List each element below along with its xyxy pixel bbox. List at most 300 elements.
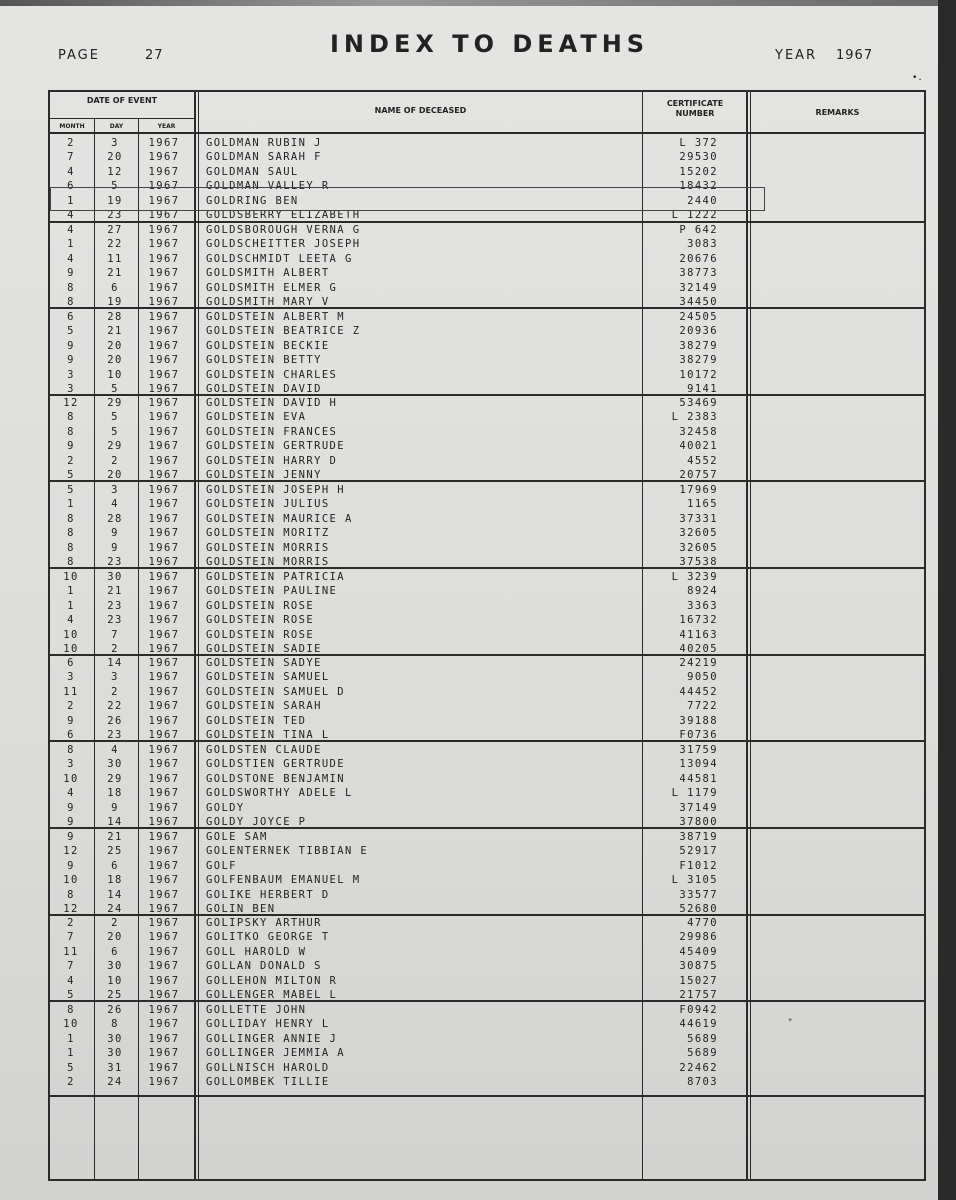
year-cell: 1967 bbox=[148, 1076, 180, 1088]
certificate-cell: 24219 bbox=[679, 657, 718, 669]
table-row bbox=[50, 165, 750, 179]
table-row bbox=[50, 830, 750, 844]
table-row bbox=[50, 425, 750, 439]
year-cell: 1967 bbox=[148, 194, 180, 207]
day-cell: 18 bbox=[107, 874, 123, 887]
month-cell: 3 bbox=[67, 383, 75, 395]
month-cell: 10 bbox=[63, 643, 79, 655]
year-cell: 1967 bbox=[148, 714, 180, 727]
year-cell: 1967 bbox=[148, 989, 180, 1001]
month-cell: 8 bbox=[67, 281, 75, 294]
month-cell: 12 bbox=[63, 845, 79, 858]
year-cell: 1967 bbox=[148, 541, 180, 554]
table-row bbox=[50, 136, 750, 150]
table-row bbox=[50, 368, 750, 382]
day-cell: 23 bbox=[107, 556, 123, 568]
certificate-cell: 53469 bbox=[679, 397, 718, 409]
certificate-cell: 5689 bbox=[687, 1047, 718, 1060]
name-cell: GOLIN BEN bbox=[206, 903, 276, 915]
month-cell: 8 bbox=[67, 541, 75, 554]
year-cell: 1967 bbox=[148, 614, 180, 627]
certificate-cell: F1012 bbox=[679, 859, 718, 872]
table-row bbox=[50, 844, 750, 858]
table-row bbox=[50, 1061, 750, 1075]
month-cell: 10 bbox=[63, 628, 79, 641]
month-cell: 6 bbox=[67, 657, 75, 669]
month-cell: 9 bbox=[67, 440, 75, 453]
table-row bbox=[50, 396, 750, 410]
col-line-certificate-double bbox=[750, 90, 751, 1181]
certificate-cell: 52917 bbox=[679, 845, 718, 858]
month-cell: 4 bbox=[67, 614, 75, 627]
table-row bbox=[50, 339, 750, 353]
name-cell: GOLITKO GEORGE T bbox=[206, 931, 330, 944]
day-cell: 6 bbox=[111, 945, 119, 958]
header-divider bbox=[48, 132, 926, 134]
certificate-cell: L 3239 bbox=[671, 571, 718, 583]
year-cell: 1967 bbox=[148, 411, 180, 424]
table-row bbox=[50, 642, 750, 656]
month-cell: 1 bbox=[67, 194, 75, 207]
table-row bbox=[50, 324, 750, 338]
month-cell: 2 bbox=[67, 454, 75, 467]
year-cell: 1967 bbox=[148, 571, 180, 583]
table-row bbox=[50, 454, 750, 468]
certificate-cell: L 2383 bbox=[671, 411, 718, 424]
certificate-cell: 4552 bbox=[687, 454, 718, 467]
day-cell: 14 bbox=[107, 657, 123, 669]
year-cell: 1967 bbox=[148, 758, 180, 771]
day-cell: 4 bbox=[111, 744, 119, 756]
month-cell: 4 bbox=[67, 787, 75, 800]
certificate-header: CERTIFICATE NUMBER bbox=[666, 99, 724, 118]
table-row bbox=[50, 281, 750, 295]
day-cell: 29 bbox=[107, 440, 123, 453]
name-cell: GOLDSMITH MARY V bbox=[206, 296, 330, 308]
certificate-cell: 45409 bbox=[679, 945, 718, 958]
name-cell: GOLDSTONE BENJAMIN bbox=[206, 772, 345, 785]
certificate-cell: 38279 bbox=[679, 339, 718, 352]
table-row bbox=[50, 613, 750, 627]
name-cell: GOLDSTEIN PATRICIA bbox=[206, 571, 345, 583]
year-cell: 1967 bbox=[148, 787, 180, 800]
name-cell: GOLLEHON MILTON R bbox=[206, 974, 338, 987]
table-row bbox=[50, 150, 750, 164]
name-cell: GOLLAN DONALD S bbox=[206, 960, 322, 973]
year-cell: 1967 bbox=[148, 527, 180, 540]
name-cell: GOLDSBOROUGH VERNA G bbox=[206, 224, 361, 236]
certificate-cell: 5689 bbox=[687, 1032, 718, 1045]
day-cell: 23 bbox=[107, 209, 123, 221]
day-cell: 30 bbox=[107, 758, 123, 771]
day-cell: 11 bbox=[107, 252, 123, 265]
month-cell: 3 bbox=[67, 671, 75, 684]
name-cell: GOLDSTEIN BETTY bbox=[206, 354, 322, 367]
day-cell: 23 bbox=[107, 729, 123, 741]
name-cell: GOLDSTEIN JOSEPH H bbox=[206, 484, 345, 496]
month-cell: 8 bbox=[67, 1004, 75, 1016]
day-cell: 9 bbox=[111, 527, 119, 540]
name-cell: GOLDSTEIN HARRY D bbox=[206, 454, 338, 467]
name-cell: GOLDSTEIN FRANCES bbox=[206, 425, 338, 438]
name-cell: GOLDSTEIN ALBERT M bbox=[206, 311, 345, 323]
name-cell: GOLF bbox=[206, 859, 237, 872]
month-cell: 7 bbox=[67, 931, 75, 944]
year-cell: 1967 bbox=[148, 974, 180, 987]
name-cell: GOLDSTEN CLAUDE bbox=[206, 744, 322, 756]
certificate-cell: 20757 bbox=[679, 469, 718, 481]
day-cell: 20 bbox=[107, 339, 123, 352]
year-cell: 1967 bbox=[148, 1004, 180, 1016]
name-cell: GOLDMAN VALLEY R bbox=[206, 180, 330, 193]
month-cell: 8 bbox=[67, 425, 75, 438]
table-row bbox=[50, 959, 750, 973]
day-cell: 23 bbox=[107, 614, 123, 627]
year-cell: 1967 bbox=[148, 671, 180, 684]
year-cell: 1967 bbox=[148, 383, 180, 395]
month-cell: 8 bbox=[67, 744, 75, 756]
year-cell: 1967 bbox=[148, 512, 180, 525]
certificate-cell: 44619 bbox=[679, 1018, 718, 1031]
table-row bbox=[50, 656, 750, 670]
group-divider bbox=[48, 1095, 926, 1097]
certificate-cell: 37538 bbox=[679, 556, 718, 568]
table-row bbox=[50, 670, 750, 684]
table-row bbox=[50, 382, 750, 396]
year-cell: 1967 bbox=[148, 1061, 180, 1074]
year-cell: 1967 bbox=[148, 1047, 180, 1060]
day-cell: 30 bbox=[107, 1047, 123, 1060]
day-cell: 5 bbox=[111, 383, 119, 395]
day-cell: 10 bbox=[107, 368, 123, 381]
table-row bbox=[50, 570, 750, 584]
border-bottom bbox=[48, 1179, 926, 1181]
name-cell: GOLDSTEIN SARAH bbox=[206, 700, 322, 713]
name-cell: GOLDY bbox=[206, 801, 245, 814]
name-cell: GOLDMAN SAUL bbox=[206, 165, 299, 178]
day-cell: 2 bbox=[111, 685, 119, 698]
month-cell: 4 bbox=[67, 252, 75, 265]
name-cell: GOLDSTEIN BEATRICE Z bbox=[206, 325, 361, 338]
table-row bbox=[50, 237, 750, 251]
date-of-event-header: DATE OF EVENT bbox=[86, 96, 158, 105]
month-cell: 8 bbox=[67, 888, 75, 901]
table-row bbox=[50, 757, 750, 771]
day-cell: 9 bbox=[111, 541, 119, 554]
year-header: YEAR bbox=[157, 123, 176, 130]
month-cell: 7 bbox=[67, 151, 75, 164]
name-cell: GOLDSTEIN SAMUEL bbox=[206, 671, 330, 684]
name-cell: GOLDSTEIN TED bbox=[206, 714, 307, 727]
year-cell: 1967 bbox=[148, 700, 180, 713]
year-cell: 1967 bbox=[148, 744, 180, 756]
name-cell: GOLDSTEIN SAMUEL D bbox=[206, 685, 345, 698]
day-cell: 26 bbox=[107, 1004, 123, 1016]
table-row bbox=[50, 859, 750, 873]
month-cell: 12 bbox=[63, 903, 79, 915]
month-cell: 9 bbox=[67, 859, 75, 872]
month-cell: 10 bbox=[63, 874, 79, 887]
table-row bbox=[50, 743, 750, 757]
table-row bbox=[50, 1046, 750, 1060]
certificate-cell: L 372 bbox=[679, 137, 718, 149]
day-cell: 25 bbox=[107, 845, 123, 858]
table-row bbox=[50, 988, 750, 1002]
day-cell: 25 bbox=[107, 989, 123, 1001]
table-row bbox=[50, 526, 750, 540]
table-row bbox=[50, 468, 750, 482]
table-row bbox=[50, 555, 750, 569]
day-cell: 5 bbox=[111, 411, 119, 424]
month-cell: 3 bbox=[67, 368, 75, 381]
year-cell: 1967 bbox=[148, 903, 180, 915]
table-row bbox=[50, 252, 750, 266]
year-cell: 1967 bbox=[148, 643, 180, 655]
year-cell: 1967 bbox=[148, 209, 180, 221]
year-cell: 1967 bbox=[148, 425, 180, 438]
day-cell: 3 bbox=[111, 484, 119, 496]
month-cell: 6 bbox=[67, 729, 75, 741]
table-row bbox=[50, 599, 750, 613]
name-cell: GOLDSTEIN ROSE bbox=[206, 599, 315, 612]
day-cell: 3 bbox=[111, 137, 119, 149]
month-cell: 3 bbox=[67, 758, 75, 771]
month-cell: 4 bbox=[67, 974, 75, 987]
month-cell: 2 bbox=[67, 137, 75, 149]
month-cell: 2 bbox=[67, 1076, 75, 1088]
table-row bbox=[50, 930, 750, 944]
table-row bbox=[50, 916, 750, 930]
day-cell: 22 bbox=[107, 238, 123, 251]
year-cell: 1967 bbox=[148, 917, 180, 929]
day-cell: 21 bbox=[107, 267, 123, 280]
certificate-cell: 37800 bbox=[679, 816, 718, 828]
certificate-cell: 44452 bbox=[679, 685, 718, 698]
corner-mark: •. bbox=[912, 73, 923, 83]
month-cell: 8 bbox=[67, 411, 75, 424]
name-cell: GOLDSTEIN ROSE bbox=[206, 614, 315, 627]
certificate-cell: 29986 bbox=[679, 931, 718, 944]
certificate-cell: 10172 bbox=[679, 368, 718, 381]
table-row bbox=[50, 714, 750, 728]
month-cell: 5 bbox=[67, 1061, 75, 1074]
name-cell: GOLDSTEIN SADYE bbox=[206, 657, 322, 669]
year-cell: 1967 bbox=[148, 1018, 180, 1031]
name-cell: GOLDSTIEN GERTRUDE bbox=[206, 758, 345, 771]
year-cell: 1967 bbox=[148, 599, 180, 612]
certificate-cell: 21757 bbox=[679, 989, 718, 1001]
name-cell: GOLDMAN SARAH F bbox=[206, 151, 322, 164]
table-row bbox=[50, 295, 750, 309]
certificate-cell: 8703 bbox=[687, 1076, 718, 1088]
year-cell: 1967 bbox=[148, 1032, 180, 1045]
month-cell: 4 bbox=[67, 209, 75, 221]
month-cell: 8 bbox=[67, 296, 75, 308]
year-cell: 1967 bbox=[148, 354, 180, 367]
year-label: YEAR bbox=[775, 48, 818, 63]
certificate-cell: 32149 bbox=[679, 281, 718, 294]
name-cell: GOLFENBAUM EMANUEL M bbox=[206, 874, 361, 887]
name-cell: GOLDSTEIN MAURICE A bbox=[206, 512, 353, 525]
certificate-cell: 32605 bbox=[679, 541, 718, 554]
year-cell: 1967 bbox=[148, 556, 180, 568]
certificate-cell: 3083 bbox=[687, 238, 718, 251]
year-cell: 1967 bbox=[148, 137, 180, 149]
certificate-cell: L 1179 bbox=[671, 787, 718, 800]
table-row bbox=[50, 1032, 750, 1046]
year-cell: 1967 bbox=[148, 859, 180, 872]
table-row bbox=[50, 974, 750, 988]
month-cell: 12 bbox=[63, 397, 79, 409]
day-cell: 2 bbox=[111, 454, 119, 467]
day-cell: 9 bbox=[111, 801, 119, 814]
name-cell: GOLDRING BEN bbox=[206, 194, 299, 207]
certificate-cell: 29530 bbox=[679, 151, 718, 164]
month-cell: 9 bbox=[67, 339, 75, 352]
certificate-cell: 33577 bbox=[679, 888, 718, 901]
day-cell: 24 bbox=[107, 903, 123, 915]
day-cell: 20 bbox=[107, 469, 123, 481]
name-cell: GOLLIDAY HENRY L bbox=[206, 1018, 330, 1031]
year-cell: 1967 bbox=[148, 368, 180, 381]
name-cell: GOLDSBERRY ELIZABETH bbox=[206, 209, 361, 221]
table-row bbox=[50, 1003, 750, 1017]
day-cell: 18 bbox=[107, 787, 123, 800]
name-cell: GOLDSTEIN JENNY bbox=[206, 469, 322, 481]
name-cell: GOLDSMITH ALBERT bbox=[206, 267, 330, 280]
border-right bbox=[924, 90, 926, 1181]
name-cell: GOLDMAN RUBIN J bbox=[206, 137, 322, 149]
day-cell: 31 bbox=[107, 1061, 123, 1074]
year-cell: 1967 bbox=[148, 296, 180, 308]
table-row bbox=[50, 945, 750, 959]
month-cell: 6 bbox=[67, 180, 75, 193]
month-cell: 11 bbox=[63, 685, 79, 698]
certificate-cell: 18432 bbox=[679, 180, 718, 193]
day-cell: 20 bbox=[107, 931, 123, 944]
year-cell: 1967 bbox=[148, 816, 180, 828]
day-cell: 6 bbox=[111, 281, 119, 294]
month-cell: 6 bbox=[67, 311, 75, 323]
day-cell: 22 bbox=[107, 700, 123, 713]
month-cell: 2 bbox=[67, 917, 75, 929]
page-number: 27 bbox=[145, 48, 164, 63]
certificate-cell: 52680 bbox=[679, 903, 718, 915]
year-cell: 1967 bbox=[148, 960, 180, 973]
name-cell: GOLE SAM bbox=[206, 831, 268, 843]
month-cell: 9 bbox=[67, 801, 75, 814]
year-value: 1967 bbox=[836, 48, 874, 63]
certificate-cell: 38719 bbox=[679, 831, 718, 843]
name-cell: GOLDSTEIN DAVID bbox=[206, 383, 322, 395]
year-cell: 1967 bbox=[148, 498, 180, 511]
year-cell: 1967 bbox=[148, 685, 180, 698]
name-cell: GOLDY JOYCE P bbox=[206, 816, 307, 828]
day-cell: 26 bbox=[107, 714, 123, 727]
month-cell: 1 bbox=[67, 585, 75, 598]
table-row bbox=[50, 685, 750, 699]
certificate-cell: 4770 bbox=[687, 917, 718, 929]
table-row bbox=[50, 410, 750, 424]
table-row bbox=[50, 1075, 750, 1089]
name-cell: GOLLINGER JEMMIA A bbox=[206, 1047, 345, 1060]
day-cell: 7 bbox=[111, 628, 119, 641]
name-cell: GOLDSTEIN ROSE bbox=[206, 628, 315, 641]
year-cell: 1967 bbox=[148, 484, 180, 496]
day-cell: 20 bbox=[107, 151, 123, 164]
day-cell: 20 bbox=[107, 354, 123, 367]
certificate-cell: 3363 bbox=[687, 599, 718, 612]
name-cell: GOLLENGER MABEL L bbox=[206, 989, 338, 1001]
table-row bbox=[50, 772, 750, 786]
month-cell: 4 bbox=[67, 224, 75, 236]
day-cell: 10 bbox=[107, 974, 123, 987]
table-row bbox=[50, 541, 750, 555]
table-row bbox=[50, 266, 750, 280]
certificate-cell: 37331 bbox=[679, 512, 718, 525]
year-cell: 1967 bbox=[148, 267, 180, 280]
table-row bbox=[50, 223, 750, 237]
name-cell: GOLDSTEIN MORITZ bbox=[206, 527, 330, 540]
certificate-cell: 20936 bbox=[679, 325, 718, 338]
year-cell: 1967 bbox=[148, 874, 180, 887]
year-cell: 1967 bbox=[148, 165, 180, 178]
certificate-cell: 13094 bbox=[679, 758, 718, 771]
month-cell: 1 bbox=[67, 599, 75, 612]
certificate-cell: 34450 bbox=[679, 296, 718, 308]
table-row bbox=[50, 628, 750, 642]
certificate-cell: 40205 bbox=[679, 643, 718, 655]
table-row bbox=[50, 439, 750, 453]
table-row bbox=[50, 888, 750, 902]
month-cell: 2 bbox=[67, 700, 75, 713]
month-cell: 5 bbox=[67, 325, 75, 338]
name-cell: GOLDSMITH ELMER G bbox=[206, 281, 338, 294]
day-cell: 21 bbox=[107, 325, 123, 338]
month-cell: 1 bbox=[67, 1047, 75, 1060]
table-row bbox=[50, 497, 750, 511]
certificate-cell: P 642 bbox=[679, 224, 718, 236]
month-cell: 9 bbox=[67, 354, 75, 367]
certificate-cell: 1165 bbox=[687, 498, 718, 511]
name-cell: GOLDSTEIN GERTRUDE bbox=[206, 440, 345, 453]
month-cell: 10 bbox=[63, 772, 79, 785]
year-cell: 1967 bbox=[148, 469, 180, 481]
name-cell: GOLDSTEIN MORRIS bbox=[206, 541, 330, 554]
month-cell: 1 bbox=[67, 238, 75, 251]
day-cell: 14 bbox=[107, 888, 123, 901]
name-cell: GOLDSTEIN BECKIE bbox=[206, 339, 330, 352]
name-cell: GOLDSTEIN DAVID H bbox=[206, 397, 338, 409]
name-cell: GOLDSTEIN SADIE bbox=[206, 643, 322, 655]
name-cell: GOLDSTEIN TINA L bbox=[206, 729, 330, 741]
day-cell: 14 bbox=[107, 816, 123, 828]
table-row bbox=[50, 584, 750, 598]
day-cell: 12 bbox=[107, 165, 123, 178]
name-cell: GOLDSTEIN EVA bbox=[206, 411, 307, 424]
month-cell: 9 bbox=[67, 816, 75, 828]
certificate-cell: 20676 bbox=[679, 252, 718, 265]
certificate-cell: 32458 bbox=[679, 425, 718, 438]
certificate-cell: 44581 bbox=[679, 772, 718, 785]
certificate-cell: 40021 bbox=[679, 440, 718, 453]
certificate-cell: 9050 bbox=[687, 671, 718, 684]
day-cell: 28 bbox=[107, 512, 123, 525]
year-cell: 1967 bbox=[148, 238, 180, 251]
name-cell: GOLDSCHEITTER JOSEPH bbox=[206, 238, 361, 251]
certificate-cell: 17969 bbox=[679, 484, 718, 496]
certificate-cell: 32605 bbox=[679, 527, 718, 540]
